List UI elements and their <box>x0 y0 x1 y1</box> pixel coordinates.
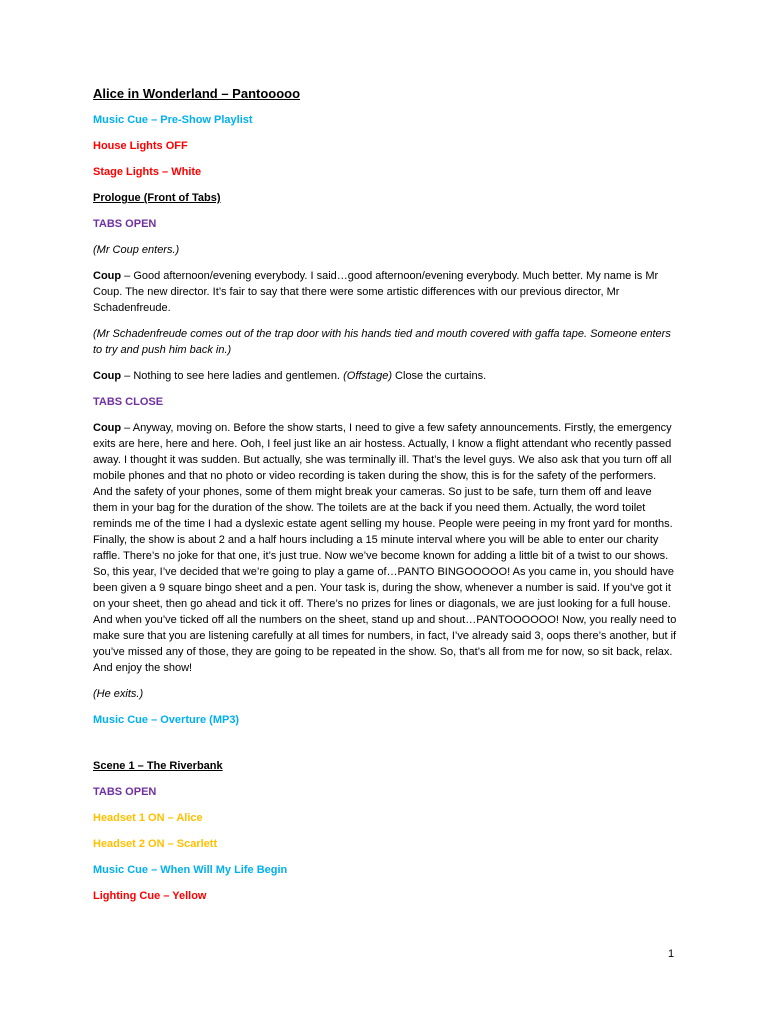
music-cue-overture: Music Cue – Overture (MP3) <box>93 714 240 726</box>
headset2-cue: Headset 2 ON – Scarlett <box>93 838 218 850</box>
headset1-cue: Headset 1 ON – Alice <box>93 812 203 824</box>
spacer <box>93 738 677 758</box>
tabs-open-cue-2: TABS OPEN <box>93 786 157 798</box>
script-body <box>93 86 677 914</box>
scene1-heading: Scene 1 – The Riverbank <box>93 760 223 772</box>
lighting-cue-yellow: Lighting Cue – Yellow <box>93 890 207 902</box>
prologue-heading: Prologue (Front of Tabs) <box>93 192 221 204</box>
music-cue-preshow: Music Cue – Pre-Show Playlist <box>93 114 253 126</box>
dialogue-line-3 <box>93 420 677 676</box>
dialogue-text: – Anyway, moving on. Before the show starts, I need to give a few safety announcements. Firstly, the emergency exits are here, here and here. Ooh, I feel just like an air hostess. Actually, I know a flight attendant who recently passed away. I thought it was sudden. But actually, she was terminally ill. That’s the level guys. We also ask that you turn off all mobile phones and that no photo or video recording is taken during the show, this is for the safety of the performers. And the safety of your phones, some of them might break your cameras. So just to be safe, turn them off and leave them in your bag for the duration of the show. The toilets are at the back if you need them. Actually, the word toilet reminds me of the time I had a dyslexic estate agent selling my house. People were peeing in my front yard for months. Finally, the show is about 2 and a half hours including a 15 minute interval where you will be able to enter our charity raffle. There’s no joke for that one, it’s just true. Now we’ve become known for adding a little bit of a twist to our shows. So, this year, I’ve decided that we’re going to play a game of…PANTO BINGOOOOO! As you came in, you should have been given a 9 square bingo sheet and a pen. Your task is, during the show, whenever a number is said. If you’ve got it on your sheet, then go ahead and tick it off. There’s no prizes for lines or diagonals, we are just looking for a full house. And when you’ve ticked off all the numbers on the sheet, stand up and shout…PANTOOOOOO! Now, you really need to make sure that you are listening carefully at all times for numbers, in fact, I’ve already said 3, oops there’s another, but if you’ve missed any of those, they are going to be repeated in the show. So, that’s all from me for now, so sit back, relax. And enjoy the show! <box>93 422 677 674</box>
music-cue-when-will: Music Cue – When Will My Life Begin <box>93 864 288 876</box>
dialogue-text: Close the curtains. <box>392 370 487 382</box>
stage-lights-cue: Stage Lights – White <box>93 166 202 178</box>
stage-direction-exit: (He exits.) <box>93 688 144 700</box>
speaker-name: Coup <box>93 370 122 382</box>
page-title: Alice in Wonderland – Pantooooo <box>93 86 301 101</box>
house-lights-cue: House Lights OFF <box>93 140 188 152</box>
dialogue-text: – Nothing to see here ladies and gentlemen. <box>121 370 344 382</box>
tabs-close-cue: TABS CLOSE <box>93 396 164 408</box>
tabs-open-cue: TABS OPEN <box>93 218 157 230</box>
dialogue-text: – Good afternoon/evening everybody. I said…good afternoon/evening everybody. Much better. My name is Mr Coup. The new director. It’s fair to say that there were some artistic differences with our previous director, Mr Schadenfreude. <box>93 270 659 314</box>
speaker-name: Coup <box>93 270 122 282</box>
dialogue-line-2 <box>93 368 677 384</box>
stage-direction-enter: (Mr Coup enters.) <box>93 244 180 256</box>
speaker-name: Coup <box>93 422 122 434</box>
stage-direction-trapdoor: (Mr Schadenfreude comes out of the trap door with his hands tied and mouth covered with gaffa tape. Someone enters to try and push him back in.) <box>93 328 671 356</box>
offstage-direction: (Offstage) <box>343 370 392 382</box>
dialogue-line-1 <box>93 268 677 316</box>
page-number: 1 <box>668 948 675 960</box>
